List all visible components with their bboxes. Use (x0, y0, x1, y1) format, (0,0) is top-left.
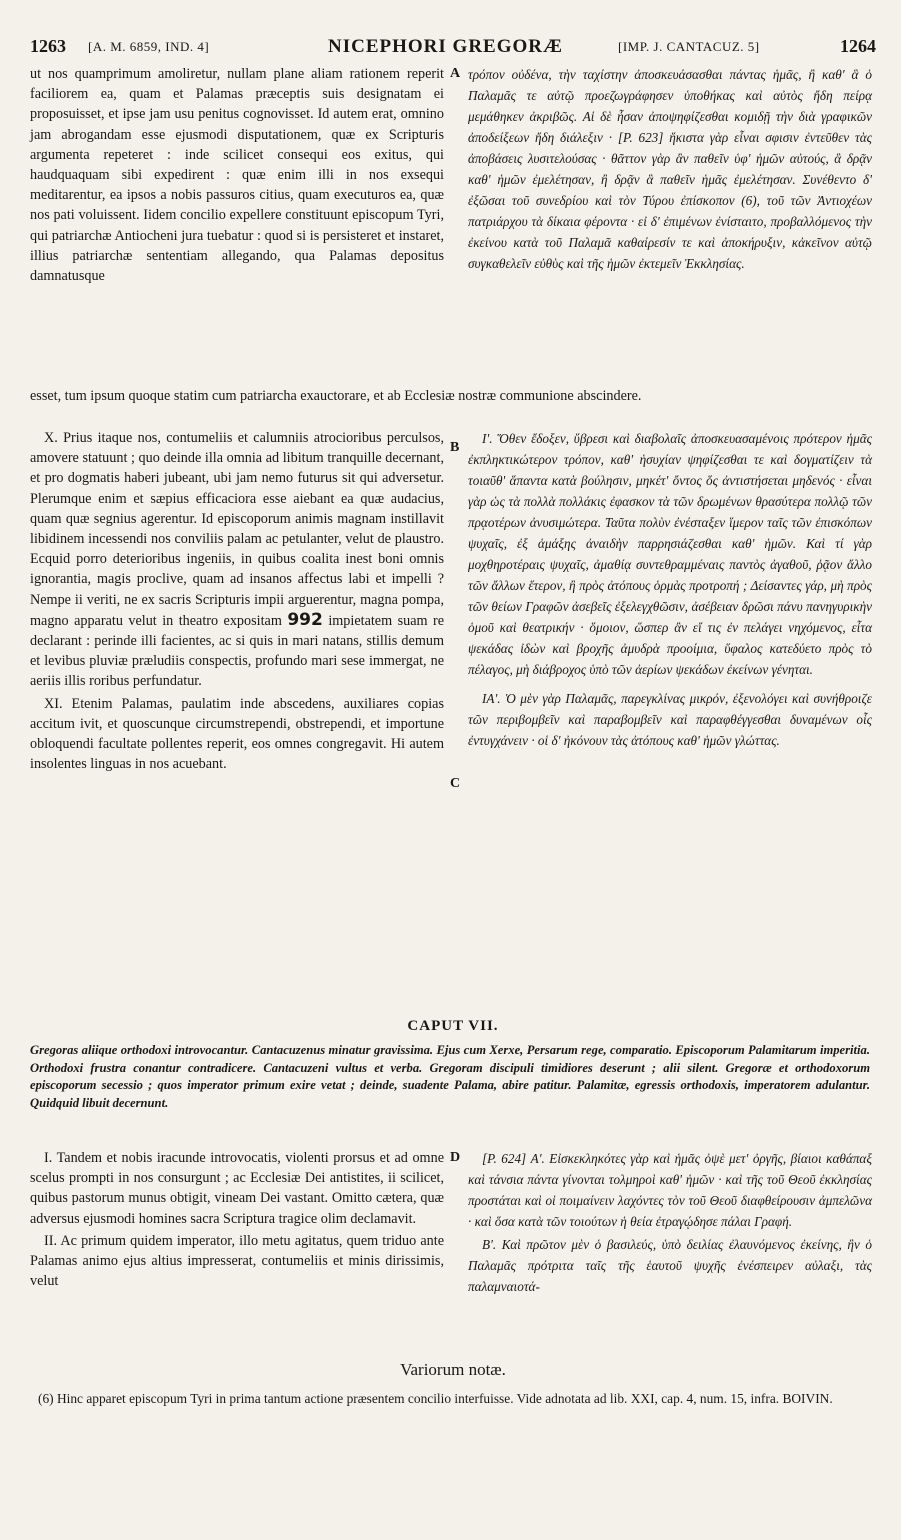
greek-paragraph-ix-end: τρόπον οὐδένα, τὴν ταχίστην ἀποσκευάσασθαι πάντας ἡμᾶς, ἢ καθ' ἃ ὁ Παλαμᾶς τε αὐτῷ προεζωγράφησεν ὑποθήκας καὶ αὐτὸς ἤδη πείρᾳ μεμάθηκεν ἀκριβῶς. Αἱ δὲ ἦσαν ἀποψηφίζεσθαι κομιδῇ τὴν διὰ γραφικῶν ἀποδείξεων ἤδη διάλεξιν · [P. 623] ἥκιστα γὰρ εἶναι σφισιν ἐντεῦθεν τὰς ἀποβάσεις λυσιτελούσας · θᾶττον γὰρ ἂν παθεῖν ὑφ' ἡμῶν αὐτούς, ἃ δρᾷν καθ' ἡμῶν ἐμελέτησαν, ἢ δρᾷν ἃ παθεῖν ἡμᾶς ἐμελέτησαν. Συνέθεντο δ' ἐξῶσαι τοῦ συνεδρίου καὶ τὸν Τύρου ἐπίσκοπον (6), τοῦ τῶν Ἀντιοχέων πατριάρχου τὰ δίκαια φέροντα · εἰ δ' ἐπιμένων ἐνίσταιτο, προβαλλόμενος τὴν ἐκείνου κατὰ τοῦ Παλαμᾶ καθαίρεσίν τε καὶ ἀποκήρυξιν, κἀκεῖνον αὐτῷ συγκαθελεῖν εὐθὺς καὶ τῆς ἡμῶν ἐκτεμεῖν Ἐκκλησίας. (468, 67, 872, 271)
greek-paragraph-xi: ΙΑ'. Ὁ μὲν γὰρ Παλαμᾶς, παρεγκλίνας μικρόν, ἐξενολόγει καὶ συνήθροιζε τῶν περιβομβεῖν καὶ παραβομβεῖν καὶ παραφθέγγεσθαι δυναμένων οἷς ἐντυγχάνειν · οἱ δ' ἠκόνουν τὰς ἀτόπους καθ' ἡμῶν γλώττας. (468, 691, 872, 748)
left-reference: [A. M. 6859, IND. 4] (88, 39, 210, 54)
margin-marker-c: C (450, 776, 461, 791)
latin-x-part-2: impietatem suam re declarant : perinde illi facientes, ac si quis in mari natans, stillis demum et levibus pluviæ præludiis conspectis, profundo mari sese immergat, ne aeriis illis roribus perfundatur. (30, 612, 445, 690)
latin-x-part-1: X. Prius itaque nos, contumeliis et calumniis atrocioribus perculsos, amovere statuunt ; quo deinde illa omnia ad libitum tranquille decernant, et pro dogmatis haberi jubeant, ubi jam nemo futurus sit qui adversetur. Plerumque enim et sæpius efficaciora esse aiebant ea quæ audacius, quam quæ segnius agerentur. Id episcoporum animis magnam instillavit libidinem incessendi nos conviliis palam ac petulanter, velut de plaustro. Ecquid porro deterioribus ingeniis, in quibus coalita inest boni omnis ignorantia, magis proclive, quam ad insanos affectus labi et impelli ? Nempe ii veriti, ne ex sacris Scripturis impii arguerentur, magna pompa, magno apparatu velut in theatro expositam (30, 430, 444, 629)
right-reference: [IMP. J. CANTACUZ. 5] (618, 39, 760, 54)
full-width-continuation: esset, tum ipsum quoque statim cum patriarcha exauctorare, et ab Ecclesiæ nostræ communione abscindere. (30, 388, 642, 404)
greek-column-middle (468, 428, 872, 753)
latin-column-top (30, 64, 444, 288)
latin-paragraph-i: I. Tandem et nobis iracunde introvocatis, violenti prorsus et ad omne scelus prompti in nos consurgunt ; ac Ecclesiæ Dei antistites, ii scilicet, quibus pastorum munus obtigit, vineam Dei vastant. Omitto cætera, quæ adversus ejusmodi homines sacra Scriptura tragice olim declamavit. (30, 1150, 444, 1227)
greek-column-top (468, 64, 872, 276)
greek-paragraph-i: [P. 624] Α'. Εἰσκεκληκότες γὰρ καὶ ἡμᾶς ὀψὲ μετ' ὀργῆς, βίαιοι καθάπαξ καὶ τάνσια πάντα γίνονται τολμηροὶ καθ' ἡμῶν · καὶ τῆς τοῦ Θεοῦ ἐκκλησίας προστάται καὶ οἱ ποιμαίνειν λαχόντες τὸν τοῦ Θεοῦ διαφθείρουσιν ἀμπελῶνα · καὶ ὅσα κατὰ τῶν τοιούτων ἡ θεία ἐτραγῴδησε πάλαι Γραφή. (468, 1151, 872, 1229)
margin-marker-a: A (450, 66, 461, 81)
latin-column-middle (30, 428, 444, 776)
page-title: NICEPHORI GREGORÆ (328, 36, 563, 57)
page (30, 0, 876, 1540)
latin-paragraph-ii: II. Ac primum quidem imperator, illo metu agitatus, quem triduo ante Palamas animo ejus altius impresserat, contumeliis et minis dirissimis, velut (30, 1232, 444, 1290)
left-page-number: 1263 (30, 36, 66, 56)
notes-heading: Variorum notæ. (400, 1360, 506, 1379)
latin-paragraph-x (30, 428, 444, 692)
margin-marker-b: B (450, 440, 460, 455)
chapter-summary: Gregoras aliique orthodoxi introvocantur. Cantacuzenus minatur gravissima. Ejus cum Xerxe, Persarum rege, comparatio. Episcoporum Palamitarum imperitia. Orthodoxi frustra conantur contradicere. Cantacuzeni vultus et verba. Gregoram discipuli timidiores deserunt ; alii silent. Gregoræ et orthodoxorum episcoporum secessio ; quos imperator primum exire vetat ; deinde, suadente Palama, abire patitur. Palamitæ, egressis orthodoxis, imperatorem adulantur. Quidquid libuit decernunt. (30, 1043, 870, 1110)
greek-column-bottom (468, 1148, 872, 1299)
right-page-number: 1264 (840, 36, 876, 56)
greek-paragraph-x: Ι'. Ὅθεν ἔδοξεν, ὕβρεσι καὶ διαβολαῖς ἀποσκευασαμένοις πρότερον ἡμᾶς ἐκπληκτικώτερον τρόπον, καθ' ἡσυχίαν ψηφίζεσθαι τε καὶ δογματίζειν τὰ τοιαῦθ' ἅπαντα κατὰ βούλησιν, μηκέτ' ὄντος ὅς ἀντιστήσεται μηδενός · εἶναι γὰρ ὡς τὰ πολλὰ πολλάκις ἐφασκον τὰ τῶν δρωμένων θρασύτερα πολλῷ τῶν πρᾳοτέρων ἀνυσιμώτερα. Ταῦτα πολὺν ἐνέσταξεν ἵμερον ταῖς τῶν ἐπισκόπων ψυχαῖς, ἐξ ἁμάξης ἀναιδὴν παρρησιάζεσθαι καθ' ἡμῶν. Καὶ τί γὰρ μοχθηροτέραις ψυχαῖς, ἀμαθίᾳ συντεθραμμέναις παντὸς ἀγαθοῦ, ῥᾷον ἄλλο τῶν ἄλλων ἕτερον, ἢ πρὸς ἀτόπους ὁρμὰς προτροπή ; Δείσαντες γάρ, μὴ πρὸς τῶν θείων Γραφῶν ἀσεβεῖς ἐξελεγχθῶσιν, ἀσέβειαν δρῶσι πάνυ πανηγυρικὴν ὁμοῦ καὶ θεατρικήν · ὅμοιον, ὥσπερ ἂν εἴ τις ἐν πελάγει νηχόμενος, εἶτα ψεκάδας ἰδὼν καὶ βροχῆς ἀμυδρὰ προοίμια, ὕφαλος κατεδύετο πρὸς τὸ πέλαγος, μὴ διάβροχος ὑπὸ τῶν ἀερίων ψεκάδων ἐκείνων γένηται. (468, 431, 872, 677)
latin-paragraph-ix-end: ut nos quamprimum amoliretur, nullam plane aliam rationem reperit faciliorem ea, quam et Palamas præceptis suis designatam ei proposuisset, et ipse jam usu penitus cognovisset. Id autem erat, omnino jam abrogandam esse ejusmodi disputationem, quæ ex Scripturis argumenta repeteret : inde scilicet consequi eos exitus, qui haudquaquam sibi expedirent : quæ enim illi in nos exsequi meditarentur, ea ipsos a nobis passuros citius, quam executuros ea, quæ nos pati voluissent. Iidem concilio expellere constituunt episcopum Tyri, qui patriarchæ Antiocheni jura tuebatur : quod si is persisteret et instaret, illius patriarchæ sententiam allegando, qua Palamas depositus damnatusque (30, 66, 444, 285)
margin-marker-d: D (450, 1150, 461, 1165)
greek-paragraph-ii: Β'. Καὶ πρῶτον μὲν ὁ βασιλεύς, ὑπὸ δειλίας ἐλαυνόμενος ἐκείνης, ἣν ὁ Παλαμᾶς πρότριτα ταῖς τῆς ἑαυτοῦ ψυχῆς ἐνέσπειρεν αὐλαξι, τὰς παλαμναιοτά- (468, 1237, 872, 1294)
latin-paragraph-xi: XI. Etenim Palamas, paulatim inde abscedens, auxiliares copias accitum ivit, et quoscunque circumstrependi, obstrependi, et importune obloquendi facultate pollentes reperit, eos omnes congregavit. Hi autem insolentes linguas in nos acuebant. (30, 695, 444, 773)
latin-column-bottom (30, 1148, 444, 1293)
chapter-heading: CAPUT VII. (407, 1018, 499, 1034)
margin-number: 992 (287, 609, 323, 630)
running-header (30, 36, 876, 60)
footnote-6: (6) Hinc apparet episcopum Tyri in prima tantum actione præsentem concilio interfuisse. Vide adnotata ad lib. XXI, cap. 4, num. 15, infra. BOIVIN. (38, 1391, 833, 1406)
